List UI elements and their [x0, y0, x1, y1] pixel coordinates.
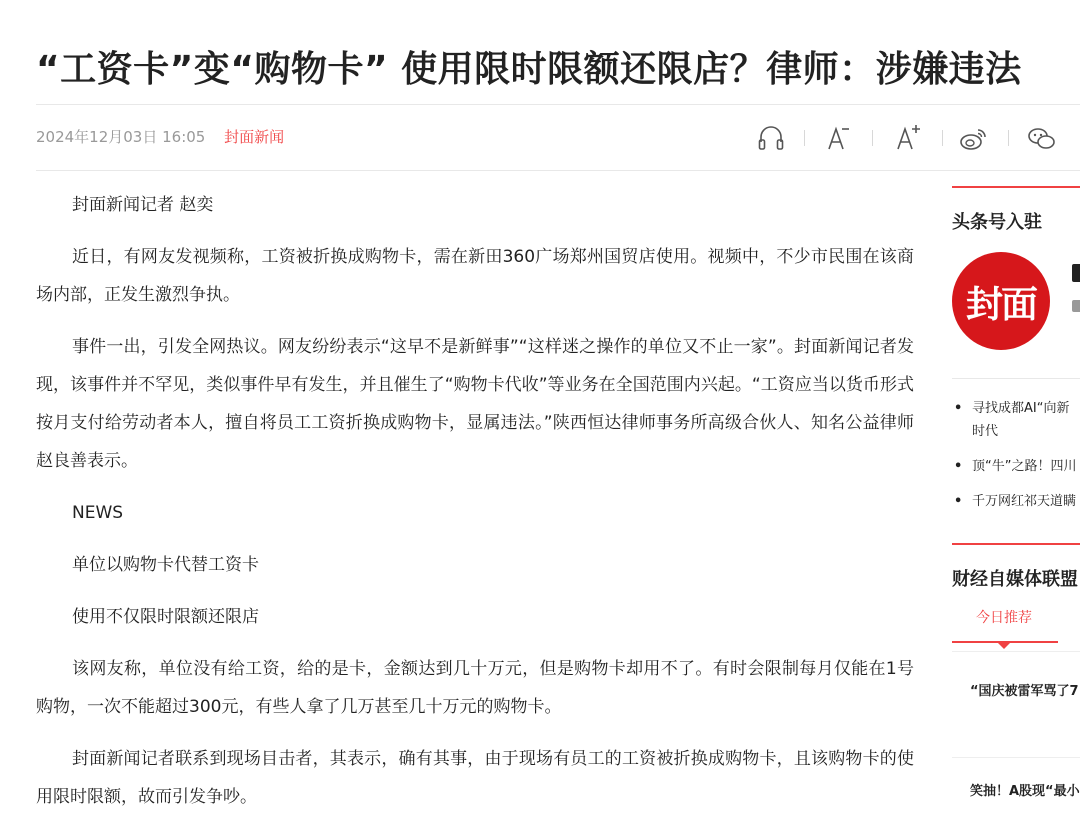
article-title: “工资卡”变“购物卡” 使用限时限额还限店？律师：涉嫌违法: [36, 49, 1022, 91]
brand-logo-text: 封面: [966, 282, 1036, 326]
news-label: NEWS: [72, 503, 124, 523]
bullet-icon: •: [954, 459, 963, 474]
article-toolbar: [750, 120, 1080, 156]
sidebar-divider: [952, 378, 1080, 379]
bullet-icon: •: [954, 401, 963, 416]
article-paragraph: 近日，有网友发视频称，工资被折换成购物卡，需在新田360广场郑州国贸店使用。视频中，不少市民围在该商场内部，正发生激烈争执。: [36, 247, 914, 305]
brand-card[interactable]: [952, 252, 1080, 352]
toolbar-separator: [1008, 130, 1009, 146]
caret-down-icon: [998, 643, 1010, 649]
brand-desc-glyph: [1072, 300, 1080, 312]
brand-name-glyph: [1072, 264, 1080, 282]
media-heading: 财经自媒体联盟: [952, 569, 1078, 590]
section-subheading: 单位以购物卡代替工资卡: [72, 555, 259, 575]
toolbar-separator: [804, 130, 805, 146]
title-divider: [36, 104, 1080, 105]
article-paragraph: 该网友称，单位没有给工资，给的是卡，金额达到几十万元，但是购物卡却用不了。有时会限制每月仅能在1号购物，一次不能超过300元，有些人拿了几万甚至几十万元的购物卡。: [36, 659, 914, 717]
article-paragraph: 事件一出，引发全网热议。网友纷纷表示“这早不是新鲜事”“这样迷之操作的单位又不止一家”。封面新闻记者发现，该事件并不罕见，类似事件早有发生，并且催生了“购物卡代收”等业务在全国范围内兴起。“工资应当以货币形式按月支付给劳动者本人，擅自将员工工资折换成购物卡，显属违法。”陕西恒达律师事务所高级合伙人、知名公益律师赵良善表示。: [36, 337, 914, 471]
news-list: [952, 397, 1080, 513]
news-item-text: 顶“牛”之路！四川: [972, 459, 1077, 474]
news-item[interactable]: [952, 490, 1080, 513]
news-item[interactable]: [952, 397, 1080, 443]
brand-logo[interactable]: [952, 252, 1050, 350]
bullet-icon: •: [954, 494, 963, 509]
toutiao-heading: 头条号入驻: [952, 212, 1042, 233]
article-meta: [36, 126, 284, 150]
news-item-text: 寻找成都AI“向新: [972, 401, 1070, 416]
tab-today-recommend[interactable]: 今日推荐: [976, 610, 1032, 626]
sidebar: [952, 186, 1080, 813]
article-paragraph: 封面新闻记者联系到现场目击者，其表示，确有其事，由于现场有员工的工资被折换成购物卡，且该购物卡的使用限时限额，故而引发争吵。: [36, 749, 914, 807]
feed-divider: [952, 651, 1080, 652]
sidebar-accent-line: [952, 186, 1080, 188]
article-paragraph: 封面新闻记者 赵奕: [72, 195, 214, 215]
wechat-icon[interactable]: [1026, 120, 1058, 156]
font-increase-icon[interactable]: [894, 120, 924, 156]
headphones-icon[interactable]: [756, 120, 786, 156]
toolbar-separator: [942, 130, 943, 146]
news-item-text-cont: 时代: [972, 424, 999, 439]
feed-item[interactable]: “国庆被雷军骂了7: [970, 684, 1079, 699]
sidebar-accent-line: [952, 543, 1080, 545]
source-link[interactable]: 封面新闻: [224, 128, 285, 146]
section-subheading: 使用不仅限时限额还限店: [72, 607, 259, 627]
tab-row: [952, 607, 1080, 649]
font-decrease-icon[interactable]: [824, 120, 854, 156]
news-item-text: 千万网红祁天道瞒: [972, 494, 1077, 509]
article-body: [36, 186, 914, 830]
meta-divider: [36, 170, 1080, 171]
feed-divider: [952, 757, 1080, 758]
feed-item[interactable]: 笑抽！A股现“最小: [970, 784, 1080, 799]
news-item[interactable]: [952, 455, 1080, 478]
weibo-icon[interactable]: [958, 120, 990, 156]
publish-time: 2024年12月03日 16:05: [36, 128, 206, 146]
toolbar-separator: [872, 130, 873, 146]
